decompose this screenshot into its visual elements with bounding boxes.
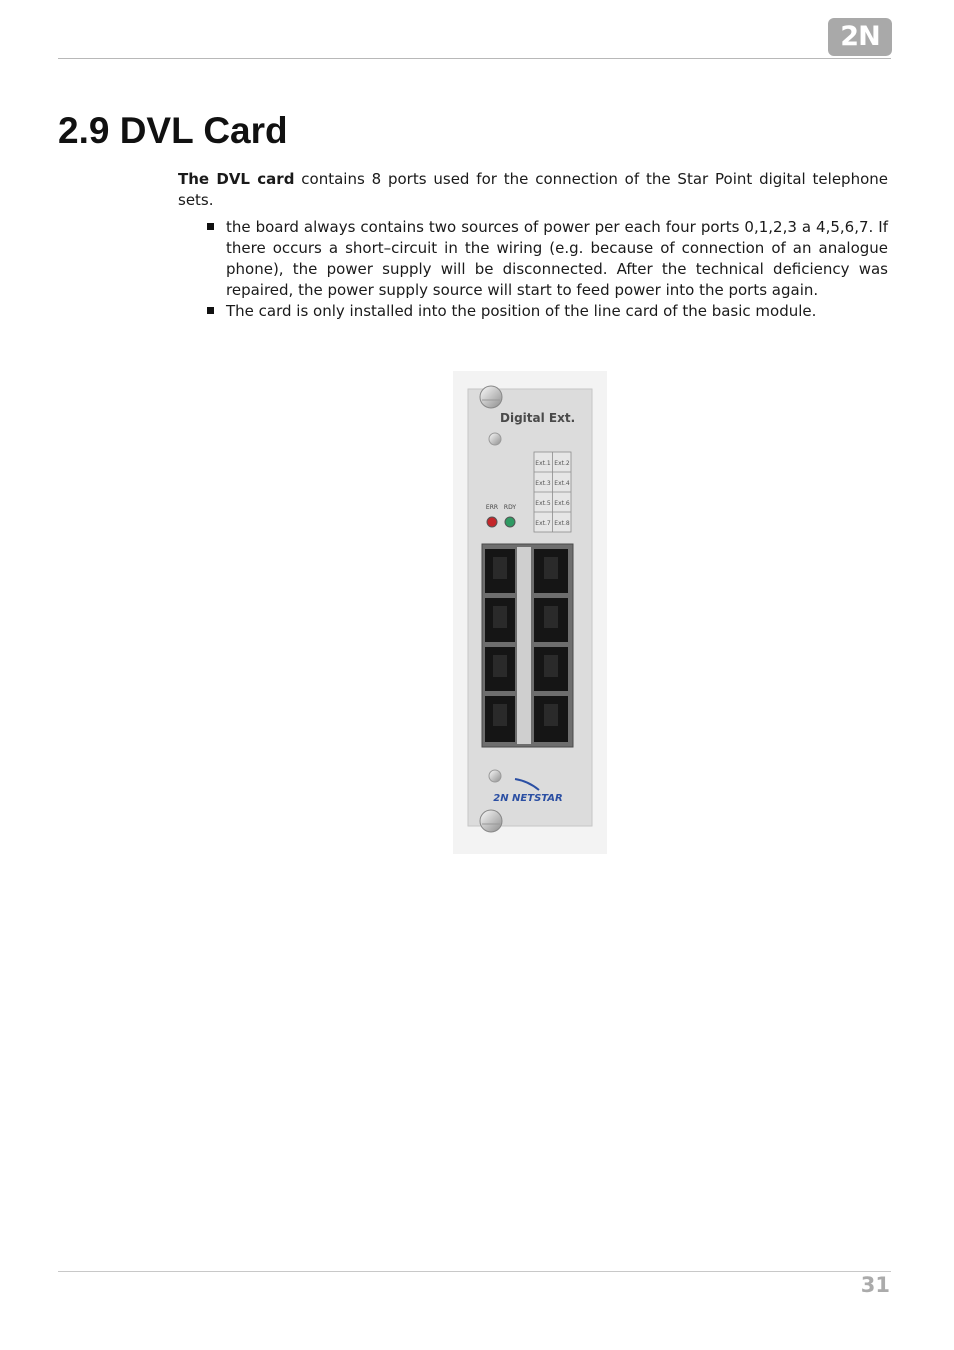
rj45-port-8 — [534, 696, 568, 742]
list-item — [178, 301, 888, 322]
ext-label: Ext.6 — [554, 500, 570, 507]
rj45-port-4 — [534, 598, 568, 642]
bullet-square-icon — [207, 307, 214, 314]
err-led — [487, 517, 497, 527]
brand-label: 2N NETSTAR — [493, 793, 563, 804]
ext-label: Ext.5 — [535, 500, 551, 507]
card-label: Digital Ext. — [500, 411, 576, 425]
page-number: 31 — [860, 1273, 890, 1297]
bullet-list — [178, 217, 888, 322]
panel-screw-top — [489, 433, 501, 445]
rj45-port-6 — [534, 647, 568, 691]
ext-label: Ext.7 — [535, 520, 551, 527]
intro-bold: The DVL card — [178, 170, 295, 188]
rj45-port-3 — [485, 598, 515, 642]
rj45-port-7 — [485, 696, 515, 742]
header-rule — [58, 58, 891, 59]
ext-label: Ext.2 — [554, 460, 570, 467]
top-thumbscrew — [480, 386, 502, 408]
2n-logo: 2N — [828, 18, 892, 56]
rdy-led — [505, 517, 515, 527]
rj45-port-1 — [485, 549, 515, 593]
rj45-port-2 — [534, 549, 568, 593]
section-title: 2.9 DVL Card — [58, 110, 288, 151]
bottom-thumbscrew — [480, 810, 502, 832]
rdy-led-label: RDY — [503, 504, 517, 511]
ext-label: Ext.8 — [554, 520, 570, 527]
list-item — [178, 217, 888, 301]
bullet-square-icon — [207, 223, 214, 230]
err-led-label: ERR — [485, 504, 499, 511]
ext-label: Ext.4 — [554, 480, 570, 487]
bullet-text: The card is only installed into the position of the line card of the basic module. — [226, 302, 817, 320]
ext-label: Ext.1 — [535, 460, 551, 467]
panel-screw-bottom — [489, 770, 501, 782]
rj45-port-5 — [485, 647, 515, 691]
intro-paragraph — [178, 169, 888, 211]
dvl-card-figure — [453, 371, 607, 854]
ext-label: Ext.3 — [535, 480, 551, 487]
intro-text: contains 8 ports used for the connection of the Star Point digital telephone sets. — [178, 170, 888, 209]
footer-rule — [58, 1271, 891, 1272]
dvl-card-illustration — [453, 371, 607, 854]
bullet-text: the board always contains two sources of power per each four ports 0,1,2,3 a 4,5,6,7. If there occurs a short–circuit in the wiring (e.g. because of connection of an analogue phone), the power supply will be disconnected. After the technical deficiency was repaired, the power supply source will start to feed power into the ports again. — [226, 218, 888, 299]
